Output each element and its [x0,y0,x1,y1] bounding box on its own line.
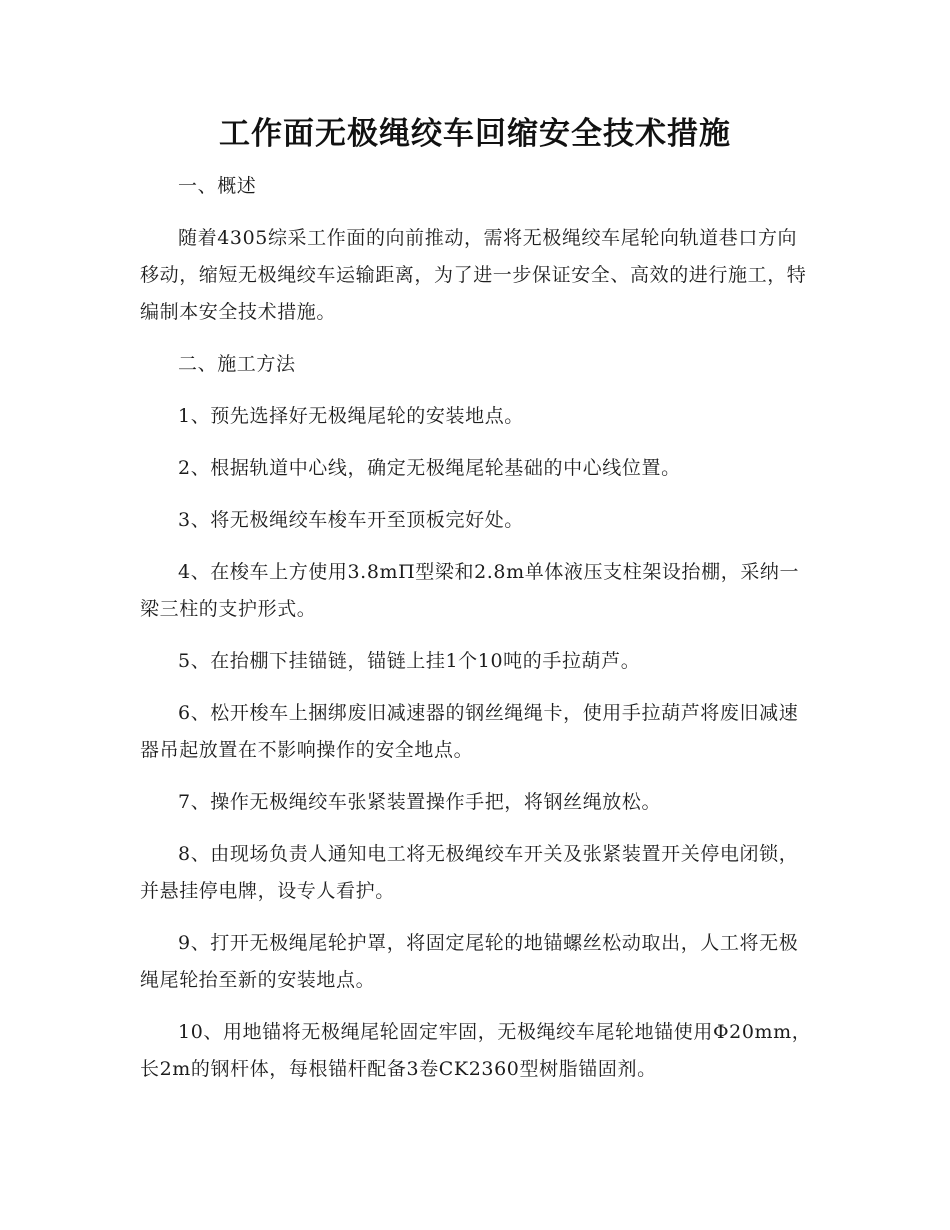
step-4: 4、在梭车上方使用3.8mП型梁和2.8m单体液压支柱架设抬棚，采纳一梁三柱的支护形式。 [140,561,800,620]
step-6: 6、松开梭车上捆绑废旧减速器的钢丝绳绳卡，使用手拉葫芦将废旧减速器吊起放置在不影响操作的安全地点。 [140,702,799,761]
document-body [140,168,812,1088]
step-1: 1、预先选择好无极绳尾轮的安装地点。 [178,405,524,427]
step-2: 2、根据轨道中心线，确定无极绳尾轮基础的中心线位置。 [178,457,681,479]
paragraph-overview: 随着4305综采工作面的向前推动，需将无极绳绞车尾轮向轨道巷口方向移动，缩短无极绳绞车运输距离，为了进一步保证安全、高效的进行施工，特编制本安全技术措施。 [140,227,807,323]
step-9: 9、打开无极绳尾轮护罩，将固定尾轮的地锚螺丝松动取出，人工将无极绳尾轮抬至新的安装地点。 [140,932,799,991]
document-title: 工作面无极绳绞车回缩安全技术措施 [219,116,731,152]
step-5: 5、在抬棚下挂锚链，锚链上挂1个10吨的手拉葫芦。 [178,650,641,672]
section-heading-method: 二、施工方法 [178,353,296,375]
step-10: 10、用地锚将无极绳尾轮固定牢固，无极绳绞车尾轮地锚使用Φ20mm，长2m的钢杆体，每根锚杆配备3卷CK2360型树脂锚固剂。 [140,1021,812,1080]
step-7: 7、操作无极绳绞车张紧装置操作手把，将钢丝绳放松。 [178,791,662,813]
section-heading-overview: 一、概述 [178,175,257,197]
step-8: 8、由现场负责人通知电工将无极绳绞车开关及张紧装置开关停电闭锁，并悬挂停电牌，设专人看护。 [140,843,799,902]
step-3: 3、将无极绳绞车梭车开至顶板完好处。 [178,509,524,531]
